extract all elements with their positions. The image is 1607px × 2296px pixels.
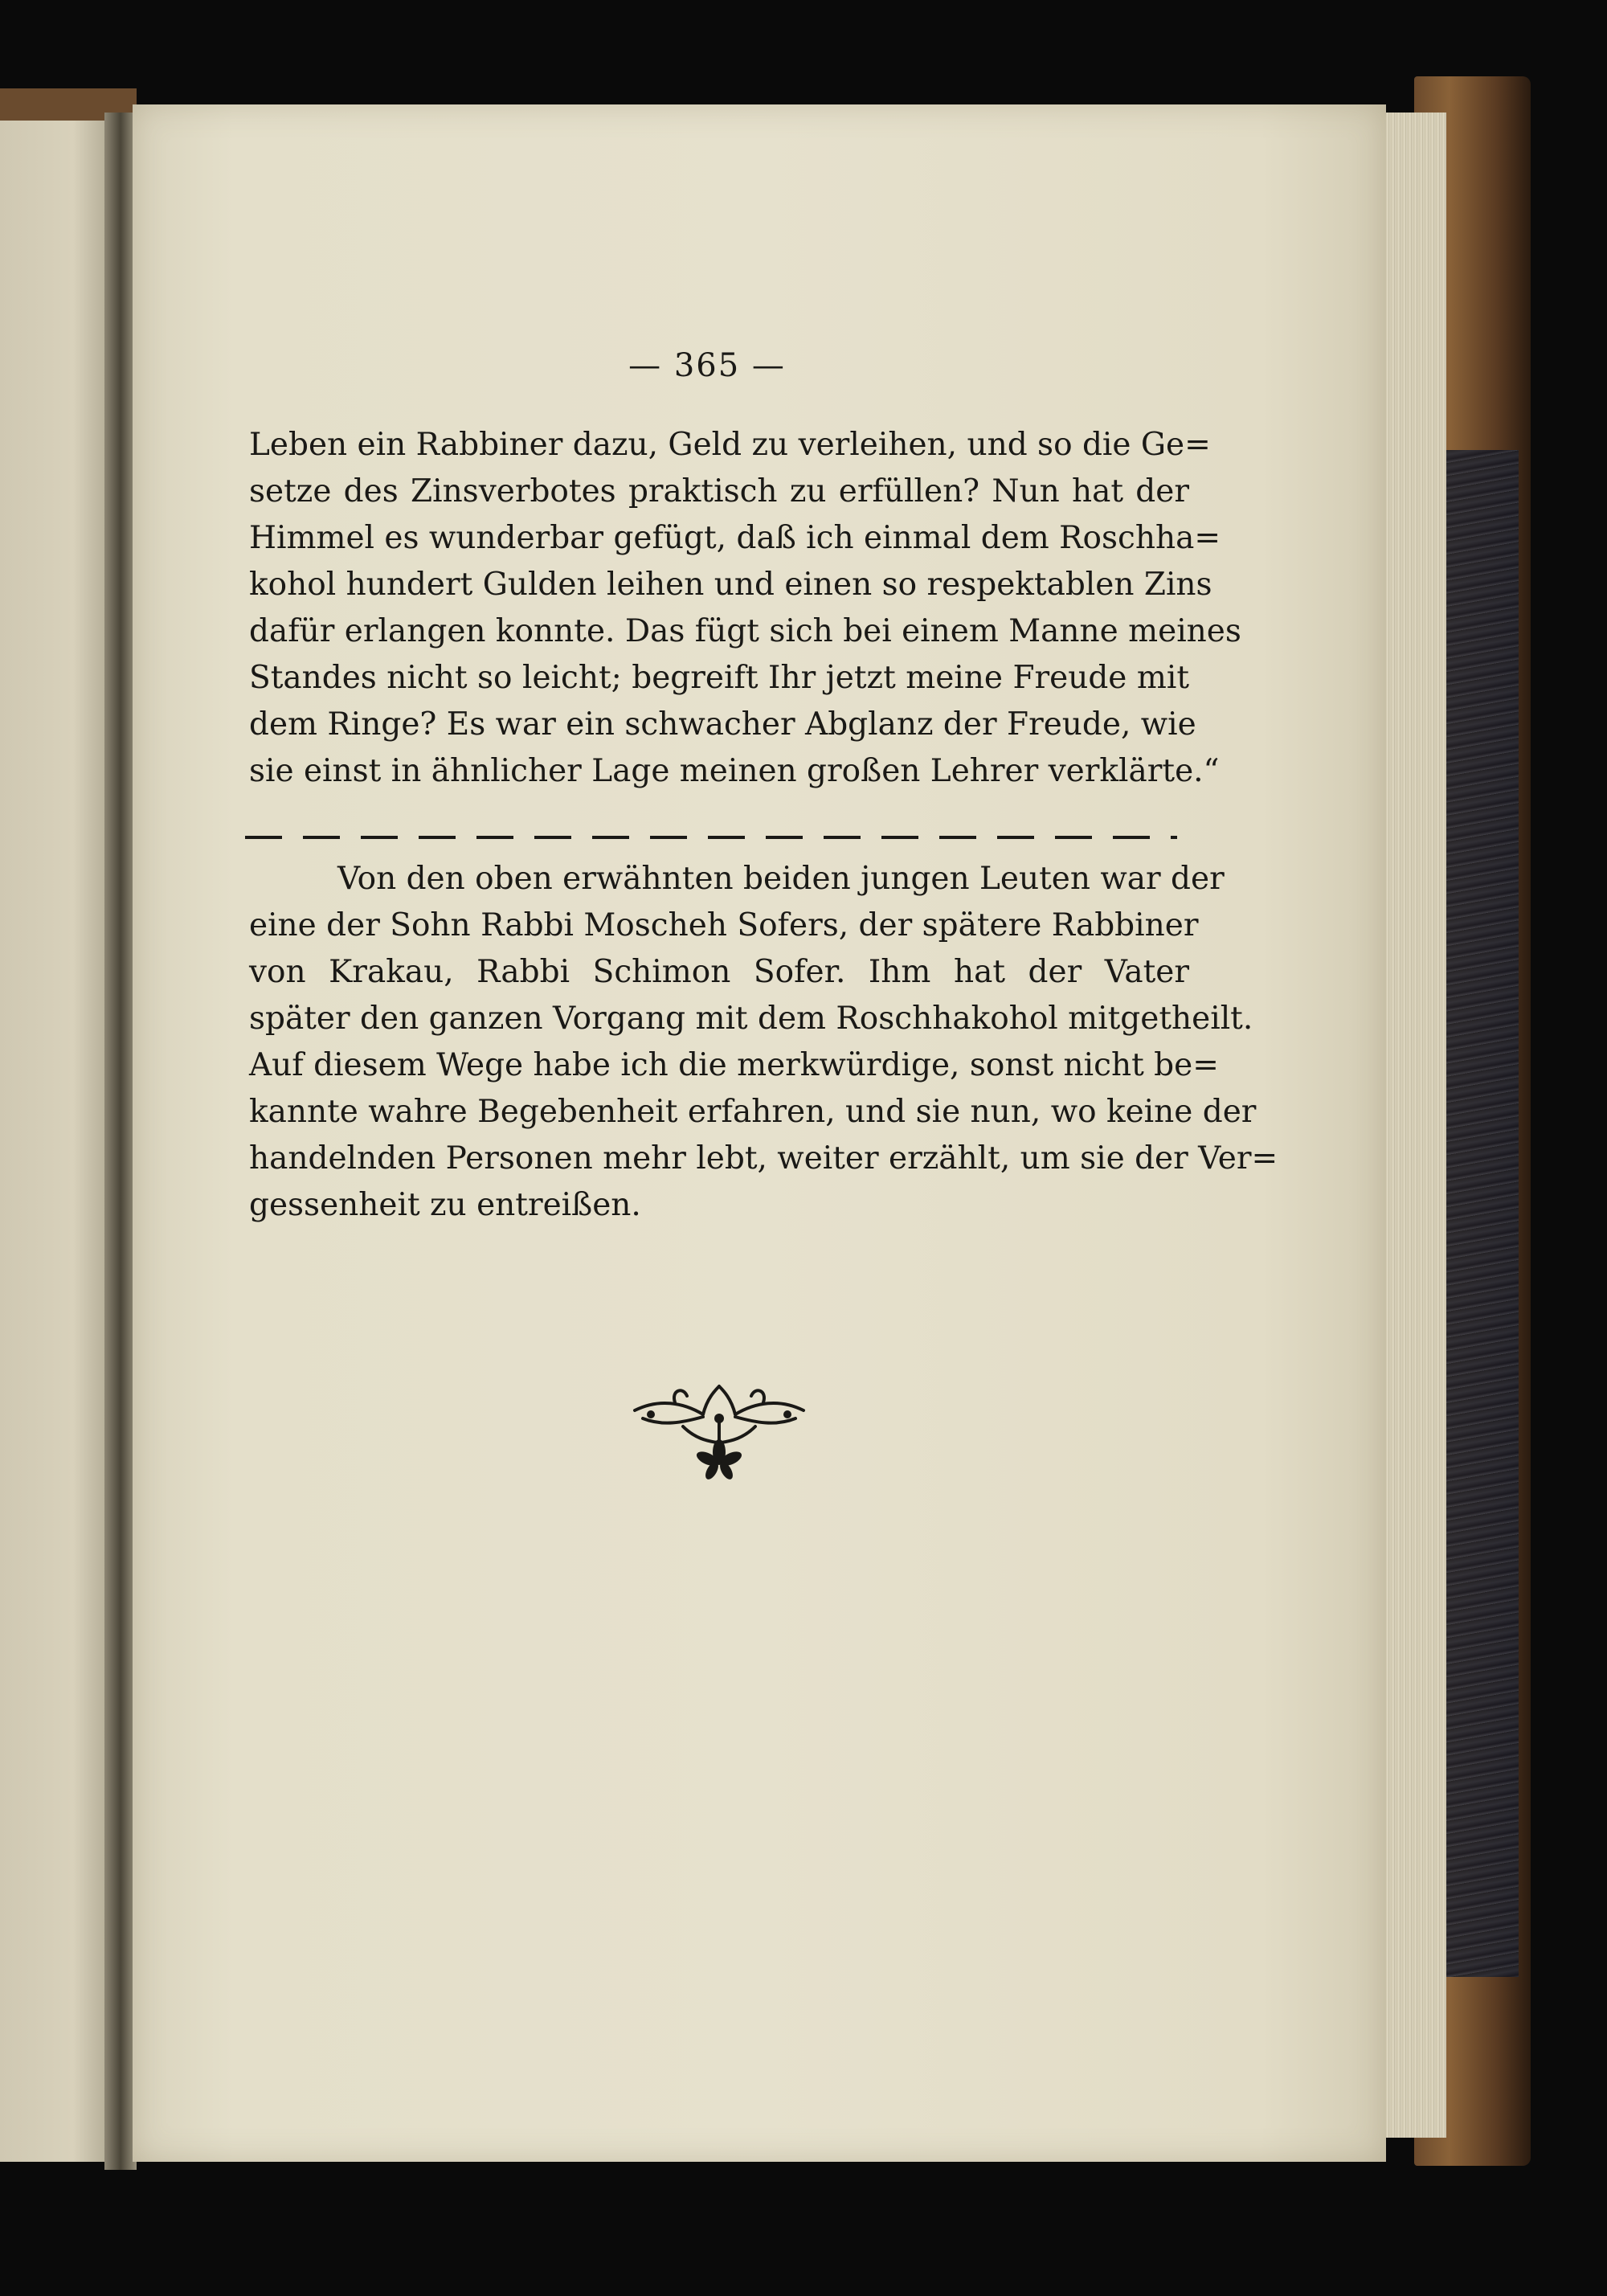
page-number: — 365 — [628,347,786,384]
text-line: später den ganzen Vorgang mit dem Roschhakohol mitgetheilt. [249,1001,1253,1037]
text-line: Himmel es wunderbar gefügt, daß ich einmal dem Roschha= [249,520,1221,556]
paragraph-continued [249,422,1241,795]
text-line: von Krakau, Rabbi Schimon Sofer. Ihm hat der Vater [249,954,1189,990]
text-line: handelnden Personen mehr lebt, weiter erzählt, um sie der Ver= [249,1140,1278,1177]
text-line: dafür erlangen konnte. Das fügt sich bei einem Manne meines [249,613,1241,649]
dashed-separator [245,836,1177,839]
book-gutter [104,113,137,2170]
text-line: Von den oben erwähnten beiden jungen Leuten war der [337,861,1225,897]
text-line: eine der Sohn Rabbi Moscheh Sofers, der spätere Rabbiner [249,907,1199,943]
floral-ornament-icon [627,1378,812,1483]
text-line: gessenheit zu entreißen. [249,1187,641,1223]
text-line: kannte wahre Begebenheit erfahren, und sie nun, wo keine der [249,1094,1257,1130]
text-line: Standes nicht so leicht; begreift Ihr jetzt meine Freude mit [249,660,1189,696]
text-line: sie einst in ähnlicher Lage meinen großen Lehrer verklärte.“ [249,753,1220,789]
text-line: setze des Zinsverbotes praktisch zu erfüllen? Nun hat der [249,473,1189,510]
paragraph-closing [249,856,1278,1229]
text-line: Leben ein Rabbiner dazu, Geld zu verleihen, und so die Ge= [249,427,1211,463]
previous-page [0,121,104,2162]
page-block-edges [1378,113,1446,2138]
text-line: dem Ringe? Es war ein schwacher Abglanz der Freude, wie [249,706,1196,743]
cover-marbling [1446,450,1519,1977]
text-line: kohol hundert Gulden leihen und einen so respektablen Zins [249,567,1212,603]
text-line: Auf diesem Wege habe ich die merkwürdige, sonst nicht be= [249,1047,1219,1083]
